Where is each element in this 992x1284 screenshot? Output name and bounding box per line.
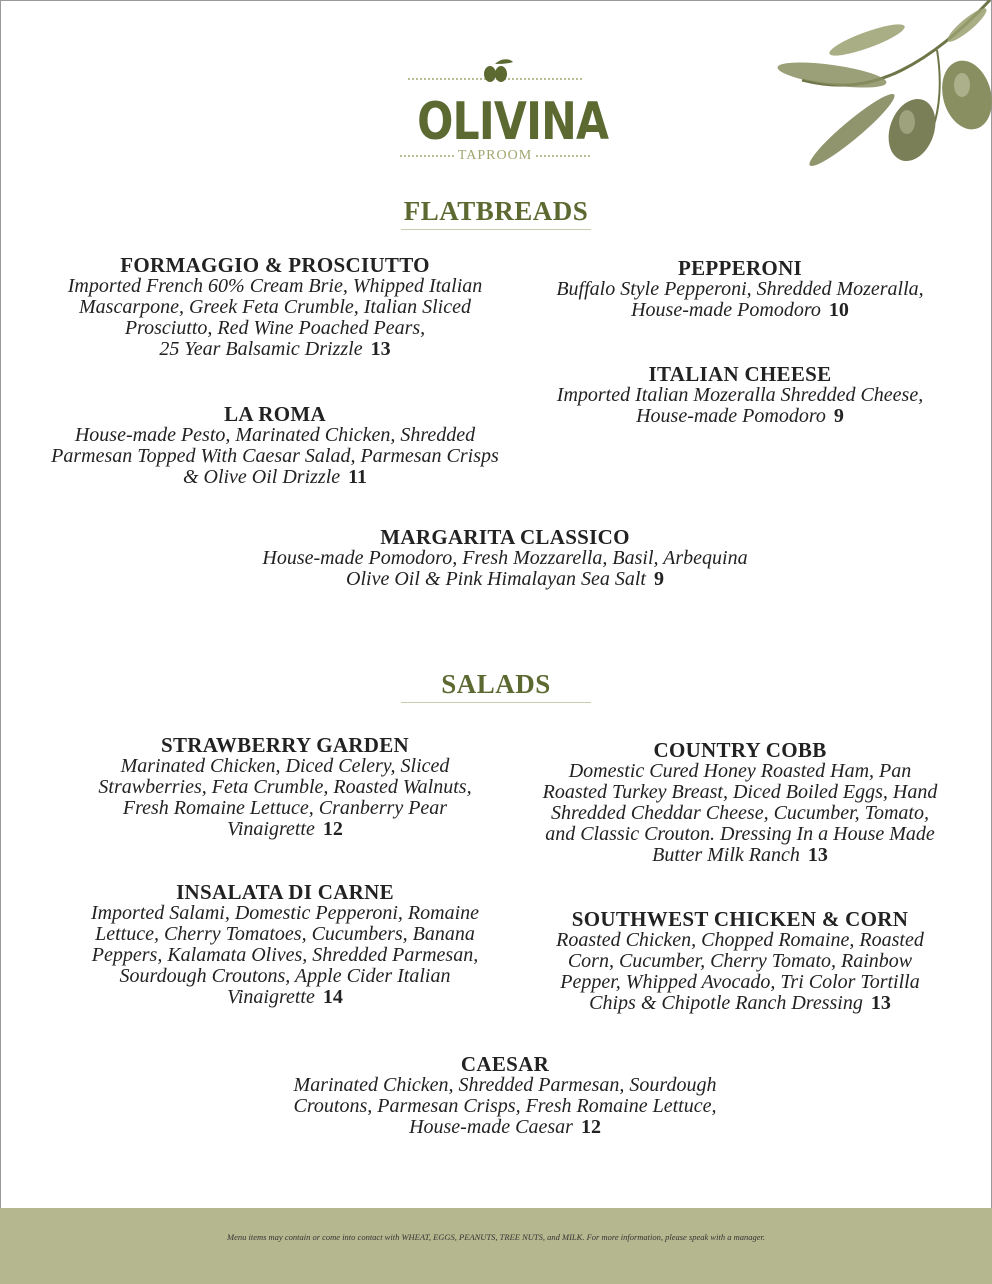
item-price: 10 bbox=[828, 299, 849, 321]
menu-item-insalata-di-carne bbox=[60, 881, 510, 1008]
olive-logo-icon bbox=[475, 56, 515, 86]
desc-line: Peppers, Kalamata Olives, Shredded Parmesan, bbox=[91, 944, 479, 966]
desc-line: & Olive Oil Drizzle bbox=[182, 466, 341, 488]
item-price: 11 bbox=[348, 466, 368, 488]
section-underline bbox=[401, 702, 591, 703]
menu-item-southwest-chicken bbox=[530, 908, 950, 1014]
item-name: COUNTRY COBB bbox=[653, 738, 827, 762]
section-title-flatbreads bbox=[0, 196, 992, 230]
desc-line: 25 Year Balsamic Drizzle bbox=[159, 338, 363, 360]
item-desc bbox=[250, 1075, 760, 1138]
desc-line: Chips & Chipotle Ranch Dressing bbox=[589, 992, 863, 1014]
desc-line: Imported French 60% Cream Brie, Whipped Italian bbox=[67, 275, 483, 297]
logo-sub-text: TAPROOM bbox=[457, 148, 533, 163]
menu-item-margarita bbox=[200, 526, 810, 590]
item-desc bbox=[40, 425, 510, 488]
section-underline bbox=[401, 229, 591, 230]
item-desc bbox=[530, 385, 950, 427]
desc-line: Imported Salami, Domestic Pepperoni, Romaine bbox=[90, 902, 480, 924]
desc-line: Vinaigrette bbox=[227, 986, 315, 1008]
desc-line: House-made Pomodoro bbox=[636, 405, 826, 427]
olive-branch-illustration bbox=[762, 0, 992, 190]
item-desc bbox=[200, 548, 810, 590]
menu-item-pepperoni bbox=[530, 257, 950, 321]
item-price: 12 bbox=[580, 1116, 601, 1138]
menu-item-country-cobb bbox=[530, 739, 950, 866]
salads-title-text: SALADS bbox=[441, 669, 551, 699]
item-desc bbox=[530, 279, 950, 321]
desc-line: Roasted Turkey Breast, Diced Boiled Eggs, Hand bbox=[542, 781, 938, 803]
item-name: SOUTHWEST CHICKEN & CORN bbox=[571, 907, 909, 931]
desc-line: Lettuce, Cherry Tomatoes, Cucumbers, Banana bbox=[95, 923, 475, 945]
item-price: 9 bbox=[833, 405, 844, 427]
desc-line: Buffalo Style Pepperoni, Shredded Mozeralla, bbox=[556, 278, 924, 300]
desc-line: Mascarpone, Greek Feta Crumble, Italian Sliced bbox=[79, 296, 471, 318]
menu-item-formaggio bbox=[40, 254, 510, 360]
desc-line: Butter Milk Ranch bbox=[652, 844, 800, 866]
menu-item-la-roma bbox=[40, 403, 510, 488]
menu-item-caesar bbox=[250, 1053, 760, 1138]
item-name: STRAWBERRY GARDEN bbox=[160, 733, 410, 757]
desc-line: Fresh Romaine Lettuce, Cranberry Pear bbox=[122, 797, 448, 819]
item-price: 13 bbox=[807, 844, 828, 866]
item-name: INSALATA DI CARNE bbox=[176, 880, 394, 904]
item-name: PEPPERONI bbox=[677, 256, 803, 280]
desc-line: House-made Caesar bbox=[409, 1116, 573, 1138]
desc-line: Croutons, Parmesan Crisps, Fresh Romaine Lettuce, bbox=[293, 1095, 717, 1117]
item-price: 9 bbox=[653, 568, 664, 590]
item-name: ITALIAN CHEESE bbox=[648, 362, 832, 386]
desc-line: Corn, Cucumber, Cherry Tomato, Rainbow bbox=[567, 950, 913, 972]
desc-line: House-made Pomodoro, Fresh Mozzarella, Basil, Arbequina bbox=[262, 547, 748, 569]
desc-line: and Classic Crouton. Dressing In a House Made bbox=[545, 823, 935, 845]
item-name: CAESAR bbox=[460, 1052, 550, 1076]
item-price: 14 bbox=[322, 986, 343, 1008]
desc-line: Olive Oil & Pink Himalayan Sea Salt bbox=[346, 568, 646, 590]
section-title-salads bbox=[0, 669, 992, 703]
logo-brand: OLIVINA bbox=[417, 92, 609, 152]
desc-line: Pepper, Whipped Avocado, Tri Color Tortilla bbox=[560, 971, 920, 993]
desc-line: Shredded Cheddar Cheese, Cucumber, Tomato, bbox=[551, 802, 929, 824]
item-name: FORMAGGIO & PROSCIUTTO bbox=[120, 253, 430, 277]
desc-line: Sourdough Croutons, Apple Cider Italian bbox=[119, 965, 451, 987]
desc-line: Imported Italian Mozeralla Shredded Cheese, bbox=[556, 384, 924, 406]
desc-line: Strawberries, Feta Crumble, Roasted Walnuts, bbox=[98, 776, 472, 798]
desc-line: Vinaigrette bbox=[227, 818, 315, 840]
menu-item-strawberry-garden bbox=[60, 734, 510, 840]
item-name: MARGARITA CLASSICO bbox=[380, 525, 630, 549]
item-desc bbox=[530, 930, 950, 1014]
item-name: LA ROMA bbox=[224, 402, 326, 426]
desc-line: Roasted Chicken, Chopped Romaine, Roasted bbox=[556, 929, 924, 951]
item-price: 13 bbox=[370, 338, 391, 360]
desc-line: Domestic Cured Honey Roasted Ham, Pan bbox=[568, 760, 912, 782]
desc-line: House-made Pesto, Marinated Chicken, Shredded bbox=[74, 424, 476, 446]
item-price: 12 bbox=[322, 818, 343, 840]
desc-line: House-made Pomodoro bbox=[631, 299, 821, 321]
item-desc bbox=[60, 756, 510, 840]
desc-line: Prosciutto, Red Wine Poached Pears, bbox=[124, 317, 426, 339]
desc-line: Marinated Chicken, Shredded Parmesan, Sourdough bbox=[293, 1074, 717, 1096]
desc-line: Parmesan Topped With Caesar Salad, Parmesan Crisps bbox=[51, 445, 499, 467]
allergen-note: Menu items may contain or come into contact with WHEAT, EGGS, PEANUTS, TREE NUTS, and MILK. For more information, please speak with a manager. bbox=[227, 1232, 765, 1242]
logo bbox=[400, 58, 609, 164]
item-desc bbox=[40, 276, 510, 360]
menu-item-italian-cheese bbox=[530, 363, 950, 427]
flatbreads-title-text: FLATBREADS bbox=[403, 196, 589, 226]
item-price: 13 bbox=[870, 992, 891, 1014]
footer-band bbox=[0, 1208, 992, 1284]
item-desc bbox=[60, 903, 510, 1008]
desc-line: Marinated Chicken, Diced Celery, Sliced bbox=[120, 755, 450, 777]
item-desc bbox=[530, 761, 950, 866]
